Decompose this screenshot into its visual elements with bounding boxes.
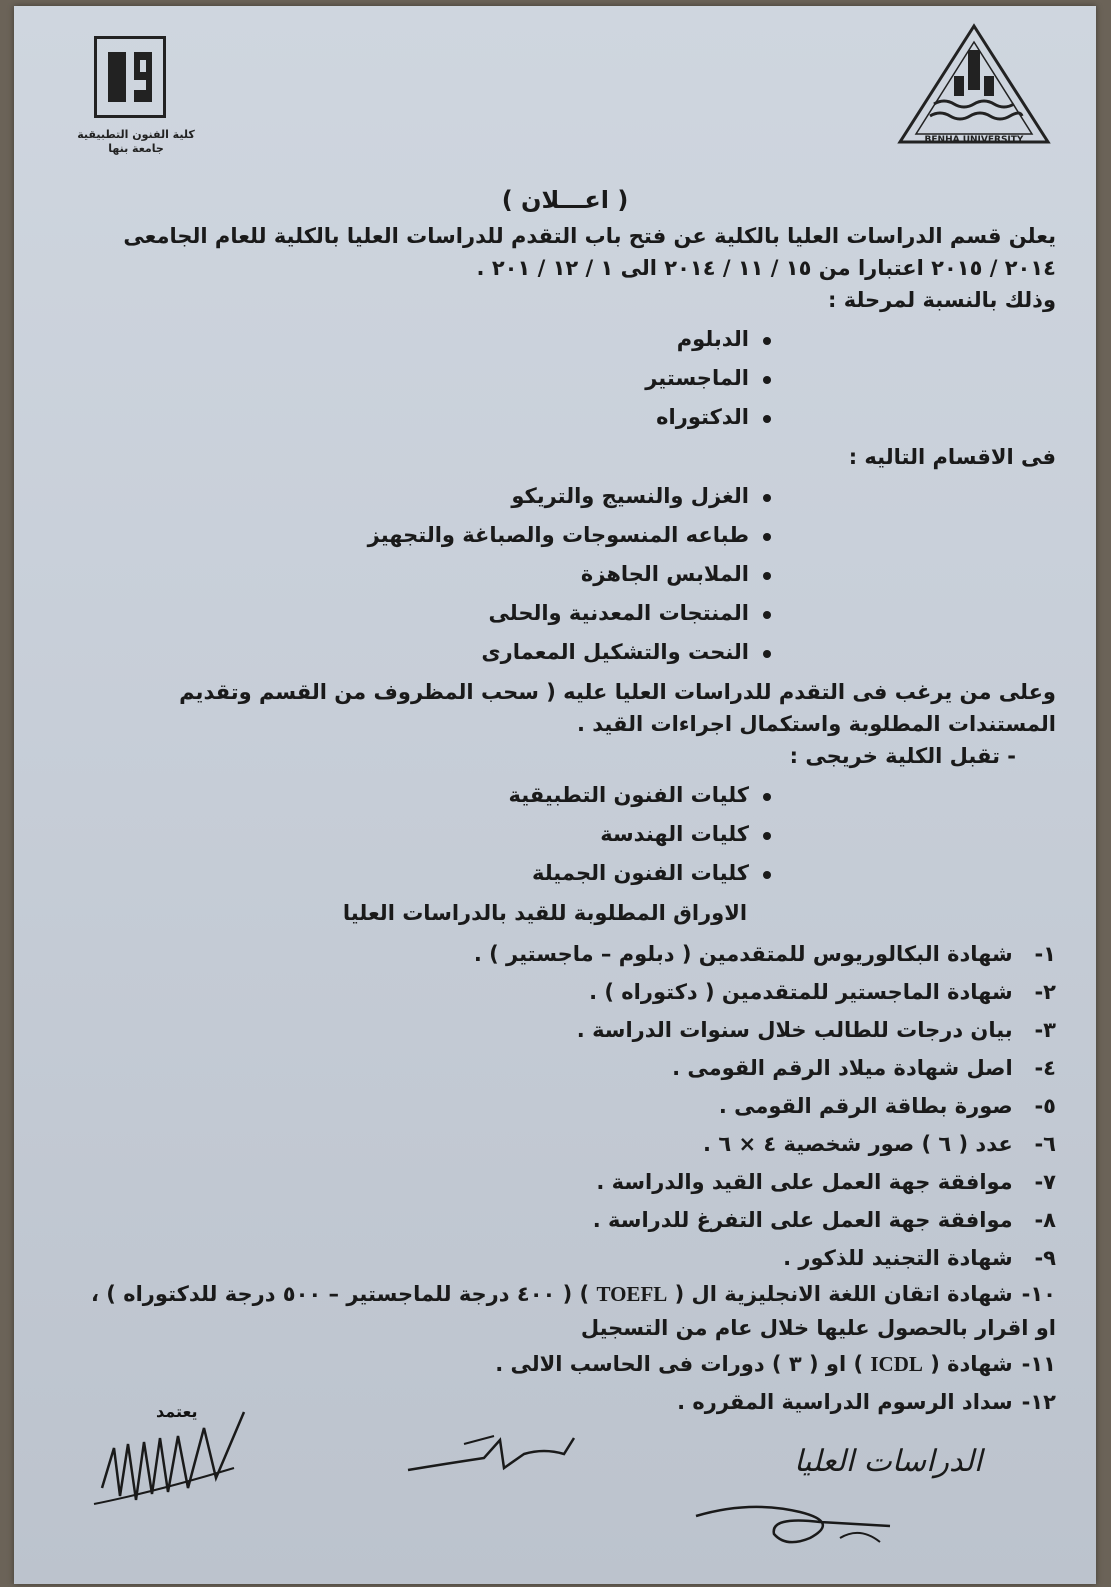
announcement-title: ( اعـــلان ) [501, 186, 629, 214]
dept-signature: الدراسات العليا [794, 1444, 983, 1479]
item-text: ) ( ٤٠٠ درجة للماجستير – ٥٠٠ درجة للدكتوراه ) ، او اقرار بالحصول عليها خلال عام من التسجيل [91, 1282, 1056, 1340]
item-number: ٨- [1034, 1208, 1056, 1232]
list-item [74, 973, 1056, 1011]
list-item: طباعه المنسوجات والصباغة والتجهيز [74, 516, 771, 555]
university-seal-icon [894, 20, 1054, 150]
list-item: النحت والتشكيل المعمارى [74, 633, 771, 672]
faculty-logo [76, 36, 196, 166]
list-item [74, 1087, 1056, 1125]
item-text: شهادة التجنيد للذكور . [783, 1246, 1013, 1270]
item-text: موافقة جهة العمل على التفرغ للدراسة . [592, 1208, 1013, 1232]
item-number: ٣- [1034, 1018, 1056, 1042]
list-item [74, 1345, 1056, 1383]
documents-list [74, 935, 1056, 1421]
list-item: الماجستير [74, 359, 771, 398]
signature-left-icon [84, 1408, 274, 1518]
item-text: شهادة اتقان اللغة الانجليزية ال ( [674, 1282, 1013, 1306]
document-page [14, 6, 1096, 1584]
item-number: ٢- [1034, 980, 1056, 1004]
item-text: شهادة البكالوريوس للمتقدمين ( دبلوم – ماجستير ) . [473, 942, 1013, 966]
item-number: ٦- [1034, 1132, 1056, 1156]
graduates-list [74, 776, 1056, 893]
item-number: ١١- [1021, 1352, 1056, 1376]
list-item [74, 1163, 1056, 1201]
item-number: ٤- [1034, 1056, 1056, 1080]
faculty-logo-caption [76, 128, 196, 156]
announcement-body [74, 184, 1056, 1421]
departments-list [74, 477, 1056, 672]
list-item: المنتجات المعدنية والحلى [74, 594, 771, 633]
list-item: الدبلوم [74, 320, 771, 359]
item-text: سداد الرسوم الدراسية المقرره . [677, 1390, 1013, 1414]
item-number: ٧- [1034, 1170, 1056, 1194]
signature-middle-icon [404, 1424, 594, 1494]
faculty-logo-mark-icon [104, 46, 156, 108]
item-text: شهادة ( [930, 1352, 1013, 1376]
icdl-label: ICDL [870, 1352, 923, 1376]
item-number: ١- [1034, 942, 1056, 966]
item-number: ١٢- [1021, 1390, 1056, 1414]
item-text: موافقة جهة العمل على القيد والدراسة . [596, 1170, 1013, 1194]
list-item [74, 1277, 1056, 1345]
documents-heading: الاوراق المطلوبة للقيد بالدراسات العليا [342, 901, 748, 925]
list-item: الملابس الجاهزة [74, 555, 771, 594]
applicants-note: وعلى من يرغب فى التقدم للدراسات العليا عليه ( سحب المظروف من القسم وتقديم المستندات المطلوبة واستكمال اجراءات القيد . [179, 680, 1056, 736]
item-text: صورة بطاقة الرقم القومى . [718, 1094, 1013, 1118]
item-number: ٩- [1034, 1246, 1056, 1270]
approve-label: يعتمد [156, 1402, 198, 1421]
list-item [74, 1049, 1056, 1087]
list-item: كليات الفنون التطبيقية [74, 776, 771, 815]
item-text: شهادة الماجستير للمتقدمين ( دكتوراه ) . [589, 980, 1013, 1004]
item-number: ٥- [1034, 1094, 1056, 1118]
item-text: ) او ( ٣ ) دورات فى الحاسب الالى . [495, 1352, 864, 1376]
stage-heading: وذلك بالنسبة لمرحلة : [828, 288, 1056, 312]
item-text: عدد ( ٦ ) صور شخصية ٤ × ٦ . [703, 1132, 1013, 1156]
university-seal-text: BENHA UNIVERSITY [924, 135, 1024, 145]
list-item: الغزل والنسيج والتريكو [74, 477, 771, 516]
list-item [74, 1011, 1056, 1049]
list-item [74, 935, 1056, 973]
stages-list [74, 320, 1056, 437]
list-item [74, 1239, 1056, 1277]
list-item [74, 1125, 1056, 1163]
faculty-logo-caption-line-1: كلية الفنون التطبيقية [77, 128, 195, 141]
item-text: بيان درجات للطالب خلال سنوات الدراسة . [576, 1018, 1013, 1042]
item-number: ١٠- [1021, 1282, 1056, 1306]
intro-text: يعلن قسم الدراسات العليا بالكلية عن فتح باب التقدم للدراسات العليا بالكلية للعام الجامعى ٢٠١٤ / ٢٠١٥ اعتبارا من ١٥ / ١١ / ٢٠١٤ الى ١ / ١٢ / ٢٠١ . [123, 224, 1056, 280]
graduates-heading: - تقبل الكلية خريجى : [789, 744, 1016, 768]
item-text: اصل شهادة ميلاد الرقم القومى . [672, 1056, 1013, 1080]
list-item: كليات الفنون الجميلة [74, 854, 771, 893]
list-item [74, 1201, 1056, 1239]
departments-heading: فى الاقسام التاليه : [848, 445, 1056, 469]
signature-bottom-icon [690, 1486, 910, 1566]
list-item: كليات الهندسة [74, 815, 771, 854]
toefl-label: TOEFL [596, 1282, 668, 1306]
list-item: الدكتوراه [74, 398, 771, 437]
faculty-logo-caption-line-2: جامعة بنها [108, 142, 164, 155]
